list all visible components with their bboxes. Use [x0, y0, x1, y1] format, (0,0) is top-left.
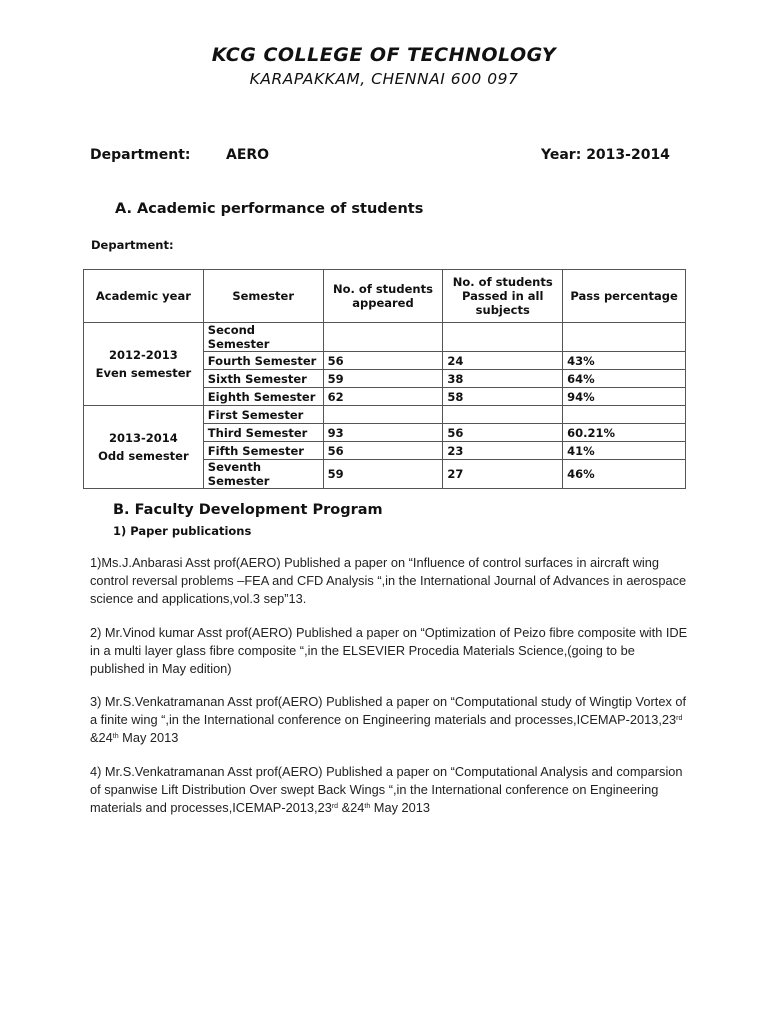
year-label: Year: — [541, 147, 582, 163]
appeared-cell: 93 — [323, 424, 443, 442]
passed-cell: 56 — [443, 424, 563, 442]
semester-cell: Sixth Semester — [203, 370, 323, 388]
passed-cell — [443, 406, 563, 424]
semester-type: Even semester — [95, 366, 192, 380]
publication-2: 2) Mr.Vinod kumar Asst prof(AERO) Published a paper on “Optimization of Peizo fibre composite with IDE in a multi layer glass fibre composite “,in the ELSEVIER Procedia Materials Science,(going to be published in May edition) — [90, 625, 688, 676]
header-pass-percentage: Pass percentage — [563, 270, 686, 323]
publication-3-mid: &24 — [90, 730, 113, 745]
appeared-cell: 62 — [323, 388, 443, 406]
percentage-cell: 41% — [563, 442, 686, 460]
publication-3 — [90, 693, 690, 747]
semester-cell: Fifth Semester — [203, 442, 323, 460]
section-b-heading: B. Faculty Development Program — [113, 502, 383, 518]
publication-4-end: May 2013 — [370, 800, 431, 815]
publication-4 — [90, 763, 690, 817]
percentage-cell — [563, 323, 686, 352]
appeared-cell: 56 — [323, 442, 443, 460]
section-a-heading: A. Academic performance of students — [115, 201, 424, 217]
ordinal-suffix: th — [364, 803, 371, 810]
ordinal-suffix: rd — [676, 715, 683, 722]
passed-cell — [443, 323, 563, 352]
table-row — [84, 323, 686, 352]
table-row — [84, 406, 686, 424]
header-appeared: No. of students appeared — [323, 270, 443, 323]
header-passed: No. of students Passed in all subjects — [443, 270, 563, 323]
department-value: AERO — [226, 147, 270, 163]
publication-4-text: 4) Mr.S.Venkatramanan Asst prof(AERO) Published a paper on “Computational Analysis and comparsion of spanwise Lift Distribution Over swept Back Wings “,in the International conference on Engineering materials and processes,ICEMAP-2013,23 — [90, 764, 683, 815]
percentage-cell — [563, 406, 686, 424]
college-address: KARAPAKKAM, CHENNAI 600 097 — [249, 70, 519, 88]
ordinal-suffix: th — [112, 733, 119, 740]
appeared-cell: 59 — [323, 460, 443, 489]
percentage-cell: 64% — [563, 370, 686, 388]
year-field — [541, 147, 670, 163]
ordinal-suffix: rd — [331, 803, 339, 810]
percentage-cell: 60.21% — [563, 424, 686, 442]
appeared-cell — [323, 406, 443, 424]
semester-cell: Second Semester — [203, 323, 323, 352]
appeared-cell: 59 — [323, 370, 443, 388]
semester-cell: Fourth Semester — [203, 352, 323, 370]
semester-cell: Eighth Semester — [203, 388, 323, 406]
publication-3-end: May 2013 — [118, 730, 179, 745]
academic-year: 2012-2013 — [109, 348, 178, 362]
publication-3-text: 3) Mr.S.Venkatramanan Asst prof(AERO) Published a paper on “Computational study of Wingtip Vortex of a finite wing “,in the International conference on Engineering materials and processes,ICEMAP-2013,23 — [90, 694, 687, 727]
passed-cell: 27 — [443, 460, 563, 489]
passed-cell: 24 — [443, 352, 563, 370]
passed-cell: 58 — [443, 388, 563, 406]
passed-cell: 23 — [443, 442, 563, 460]
semester-type: Odd semester — [98, 449, 189, 463]
academic-performance-table — [83, 269, 686, 489]
header-semester: Semester — [203, 270, 323, 323]
appeared-cell: 56 — [323, 352, 443, 370]
department-label: Department: — [90, 147, 191, 163]
percentage-cell: 46% — [563, 460, 686, 489]
semester-cell: Seventh Semester — [203, 460, 323, 489]
college-title: KCG COLLEGE OF TECHNOLOGY — [211, 44, 557, 66]
academic-year-cell — [84, 406, 204, 489]
table-header-row — [84, 270, 686, 323]
academic-year-cell — [84, 323, 204, 406]
table-department-label: Department: — [91, 238, 174, 252]
paper-publications-subheading: 1) Paper publications — [113, 524, 252, 538]
passed-cell: 38 — [443, 370, 563, 388]
percentage-cell: 94% — [563, 388, 686, 406]
publication-4-mid: &24 — [338, 800, 365, 815]
header-academic-year: Academic year — [84, 270, 204, 323]
semester-cell: First Semester — [203, 406, 323, 424]
publication-1: 1)Ms.J.Anbarasi Asst prof(AERO) Published a paper on “Influence of control surfaces in aircraft wing control reversal problems –FEA and CFD Analysis “,in the International Journal of Advances in aerospace science and applications,vol.3 sep”13. — [90, 555, 687, 606]
year-value: 2013-2014 — [586, 147, 670, 163]
percentage-cell: 43% — [563, 352, 686, 370]
appeared-cell — [323, 323, 443, 352]
semester-cell: Third Semester — [203, 424, 323, 442]
academic-year: 2013-2014 — [109, 431, 178, 445]
